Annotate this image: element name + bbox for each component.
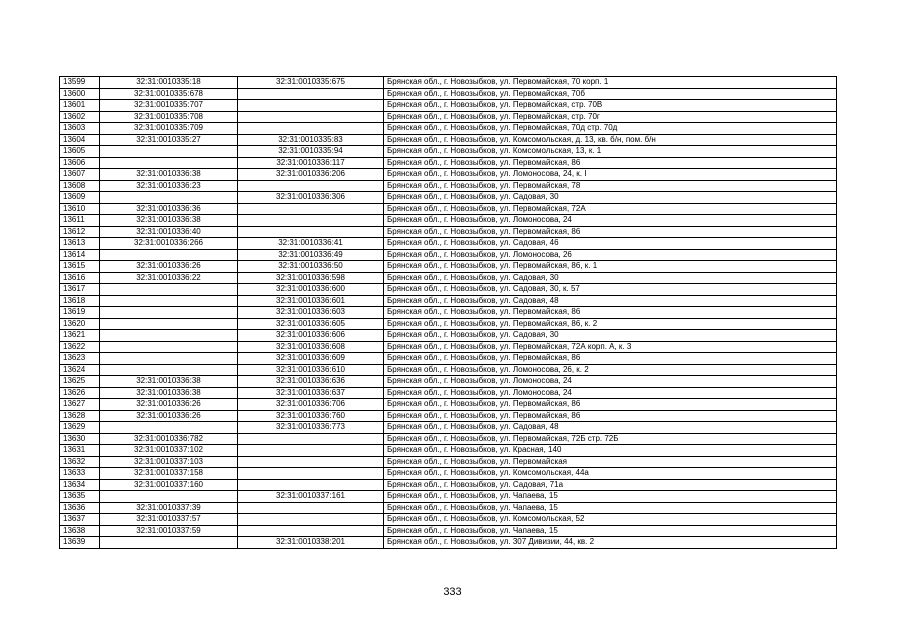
row-number-cell: 13604	[60, 134, 100, 146]
page-number: 333	[443, 586, 462, 598]
building-cadastral-number-cell: 32:31:0010336:760	[238, 410, 384, 422]
row-number-cell: 13632	[60, 456, 100, 468]
land-cadastral-number-cell	[100, 295, 238, 307]
address-cell: Брянская обл., г. Новозыбков, ул. Первомайская, 78	[384, 180, 837, 192]
building-cadastral-number-cell: 32:31:0010336:49	[238, 249, 384, 261]
building-cadastral-number-cell	[238, 111, 384, 123]
row-number-cell: 13630	[60, 433, 100, 445]
table-row	[60, 387, 837, 399]
table-row	[60, 203, 837, 215]
table-row	[60, 215, 837, 227]
registry-table-body	[60, 77, 837, 549]
land-cadastral-number-cell	[100, 146, 238, 158]
building-cadastral-number-cell: 32:31:0010336:603	[238, 307, 384, 319]
land-cadastral-number-cell	[100, 353, 238, 365]
row-number-cell: 13602	[60, 111, 100, 123]
land-cadastral-number-cell: 32:31:0010335:709	[100, 123, 238, 135]
row-number-cell: 13627	[60, 399, 100, 411]
address-cell: Брянская обл., г. Новозыбков, ул. Первомайская	[384, 456, 837, 468]
table-row	[60, 514, 837, 526]
table-row	[60, 100, 837, 112]
land-cadastral-number-cell	[100, 307, 238, 319]
row-number-cell: 13618	[60, 295, 100, 307]
address-cell: Брянская обл., г. Новозыбков, ул. Первомайская, 70д стр. 70д	[384, 123, 837, 135]
land-cadastral-number-cell	[100, 364, 238, 376]
table-row	[60, 341, 837, 353]
address-cell: Брянская обл., г. Новозыбков, ул. Ломоносова, 26, к. 2	[384, 364, 837, 376]
address-cell: Брянская обл., г. Новозыбков, ул. Ломоносова, 26	[384, 249, 837, 261]
row-number-cell: 13633	[60, 468, 100, 480]
land-cadastral-number-cell: 32:31:0010336:38	[100, 376, 238, 388]
table-row	[60, 491, 837, 503]
address-cell: Брянская обл., г. Новозыбков, ул. Комсомольская, д. 13, кв. б/н, пом. б/н	[384, 134, 837, 146]
table-row	[60, 525, 837, 537]
row-number-cell: 13637	[60, 514, 100, 526]
table-row	[60, 318, 837, 330]
address-cell: Брянская обл., г. Новозыбков, ул. Первомайская, 70 корп. 1	[384, 77, 837, 89]
row-number-cell: 13616	[60, 272, 100, 284]
land-cadastral-number-cell	[100, 318, 238, 330]
address-cell: Брянская обл., г. Новозыбков, ул. Ломоносова, 24	[384, 215, 837, 227]
address-cell: Брянская обл., г. Новозыбков, ул. Первомайская, стр. 70В	[384, 100, 837, 112]
address-cell: Брянская обл., г. Новозыбков, ул. Первомайская, стр. 70г	[384, 111, 837, 123]
land-cadastral-number-cell: 32:31:0010337:102	[100, 445, 238, 457]
table-row	[60, 180, 837, 192]
address-cell: Брянская обл., г. Новозыбков, ул. Первомайская, 86	[384, 307, 837, 319]
row-number-cell: 13599	[60, 77, 100, 89]
row-number-cell: 13609	[60, 192, 100, 204]
row-number-cell: 13608	[60, 180, 100, 192]
table-row	[60, 330, 837, 342]
building-cadastral-number-cell: 32:31:0010336:601	[238, 295, 384, 307]
row-number-cell: 13607	[60, 169, 100, 181]
address-cell: Брянская обл., г. Новозыбков, ул. Садовая, 48	[384, 295, 837, 307]
land-cadastral-number-cell	[100, 192, 238, 204]
row-number-cell: 13628	[60, 410, 100, 422]
address-cell: Брянская обл., г. Новозыбков, ул. Первомайская, 86	[384, 157, 837, 169]
table-row	[60, 284, 837, 296]
building-cadastral-number-cell: 32:31:0010335:83	[238, 134, 384, 146]
building-cadastral-number-cell: 32:31:0010335:94	[238, 146, 384, 158]
row-number-cell: 13629	[60, 422, 100, 434]
building-cadastral-number-cell: 32:31:0010336:206	[238, 169, 384, 181]
address-cell: Брянская обл., г. Новозыбков, ул. Садовая, 48	[384, 422, 837, 434]
address-cell: Брянская обл., г. Новозыбков, ул. Чапаева, 15	[384, 491, 837, 503]
address-cell: Брянская обл., г. Новозыбков, ул. Садовая, 30	[384, 192, 837, 204]
building-cadastral-number-cell: 32:31:0010335:675	[238, 77, 384, 89]
land-cadastral-number-cell: 32:31:0010336:26	[100, 399, 238, 411]
table-row	[60, 468, 837, 480]
land-cadastral-number-cell: 32:31:0010337:59	[100, 525, 238, 537]
land-cadastral-number-cell: 32:31:0010336:26	[100, 261, 238, 273]
building-cadastral-number-cell: 32:31:0010336:636	[238, 376, 384, 388]
row-number-cell: 13605	[60, 146, 100, 158]
row-number-cell: 13634	[60, 479, 100, 491]
row-number-cell: 13611	[60, 215, 100, 227]
address-cell: Брянская обл., г. Новозыбков, ул. Первомайская, 72А	[384, 203, 837, 215]
address-cell: Брянская обл., г. Новозыбков, ул. Садовая, 46	[384, 238, 837, 250]
row-number-cell: 13639	[60, 537, 100, 549]
row-number-cell: 13617	[60, 284, 100, 296]
building-cadastral-number-cell: 32:31:0010336:306	[238, 192, 384, 204]
land-cadastral-number-cell	[100, 537, 238, 549]
table-row	[60, 399, 837, 411]
table-row	[60, 88, 837, 100]
address-cell: Брянская обл., г. Новозыбков, ул. Садовая, 30	[384, 330, 837, 342]
building-cadastral-number-cell	[238, 100, 384, 112]
table-row	[60, 157, 837, 169]
building-cadastral-number-cell	[238, 468, 384, 480]
table-row	[60, 376, 837, 388]
land-cadastral-number-cell	[100, 284, 238, 296]
row-number-cell: 13625	[60, 376, 100, 388]
land-cadastral-number-cell: 32:31:0010335:27	[100, 134, 238, 146]
land-cadastral-number-cell	[100, 422, 238, 434]
row-number-cell: 13624	[60, 364, 100, 376]
building-cadastral-number-cell: 32:31:0010336:773	[238, 422, 384, 434]
land-cadastral-number-cell: 32:31:0010337:103	[100, 456, 238, 468]
building-cadastral-number-cell: 32:31:0010336:117	[238, 157, 384, 169]
land-cadastral-number-cell: 32:31:0010335:18	[100, 77, 238, 89]
address-cell: Брянская обл., г. Новозыбков, ул. Ломоносова, 24	[384, 376, 837, 388]
table-row	[60, 307, 837, 319]
address-cell: Брянская обл., г. Новозыбков, ул. Комсомольская, 44а	[384, 468, 837, 480]
land-cadastral-number-cell	[100, 157, 238, 169]
row-number-cell: 13622	[60, 341, 100, 353]
row-number-cell: 13614	[60, 249, 100, 261]
address-cell: Брянская обл., г. Новозыбков, ул. Первомайская, 86	[384, 353, 837, 365]
building-cadastral-number-cell	[238, 226, 384, 238]
table-row	[60, 134, 837, 146]
land-cadastral-number-cell: 32:31:0010337:39	[100, 502, 238, 514]
address-cell: Брянская обл., г. Новозыбков, ул. Садовая, 30	[384, 272, 837, 284]
row-number-cell: 13638	[60, 525, 100, 537]
building-cadastral-number-cell: 32:31:0010336:637	[238, 387, 384, 399]
address-cell: Брянская обл., г. Новозыбков, ул. Первомайская, 86	[384, 410, 837, 422]
address-cell: Брянская обл., г. Новозыбков, ул. Первомайская, 86, к. 1	[384, 261, 837, 273]
land-cadastral-number-cell: 32:31:0010336:40	[100, 226, 238, 238]
building-cadastral-number-cell	[238, 479, 384, 491]
row-number-cell: 13636	[60, 502, 100, 514]
building-cadastral-number-cell	[238, 180, 384, 192]
land-cadastral-number-cell: 32:31:0010336:38	[100, 215, 238, 227]
row-number-cell: 13613	[60, 238, 100, 250]
land-cadastral-number-cell: 32:31:0010335:708	[100, 111, 238, 123]
building-cadastral-number-cell	[238, 215, 384, 227]
land-cadastral-number-cell: 32:31:0010335:678	[100, 88, 238, 100]
table-row	[60, 353, 837, 365]
row-number-cell: 13612	[60, 226, 100, 238]
building-cadastral-number-cell: 32:31:0010336:608	[238, 341, 384, 353]
table-row	[60, 226, 837, 238]
row-number-cell: 13623	[60, 353, 100, 365]
land-cadastral-number-cell: 32:31:0010336:266	[100, 238, 238, 250]
building-cadastral-number-cell: 32:31:0010336:50	[238, 261, 384, 273]
address-cell: Брянская обл., г. Новозыбков, ул. Первомайская, 72А корп. А, к. 3	[384, 341, 837, 353]
building-cadastral-number-cell: 32:31:0010336:610	[238, 364, 384, 376]
land-cadastral-number-cell: 32:31:0010336:38	[100, 169, 238, 181]
land-cadastral-number-cell: 32:31:0010336:38	[100, 387, 238, 399]
building-cadastral-number-cell: 32:31:0010336:706	[238, 399, 384, 411]
land-cadastral-number-cell: 32:31:0010336:23	[100, 180, 238, 192]
building-cadastral-number-cell: 32:31:0010336:605	[238, 318, 384, 330]
address-cell: Брянская обл., г. Новозыбков, ул. Чапаева, 15	[384, 525, 837, 537]
table-row	[60, 445, 837, 457]
address-cell: Брянская обл., г. Новозыбков, ул. Первомайская, 86	[384, 226, 837, 238]
table-row	[60, 146, 837, 158]
land-cadastral-number-cell	[100, 491, 238, 503]
land-cadastral-number-cell: 32:31:0010336:26	[100, 410, 238, 422]
building-cadastral-number-cell: 32:31:0010336:606	[238, 330, 384, 342]
table-row	[60, 479, 837, 491]
building-cadastral-number-cell	[238, 514, 384, 526]
land-cadastral-number-cell	[100, 330, 238, 342]
address-cell: Брянская обл., г. Новозыбков, ул. Красная, 140	[384, 445, 837, 457]
address-cell: Брянская обл., г. Новозыбков, ул. Первомайская, 70б	[384, 88, 837, 100]
address-cell: Брянская обл., г. Новозыбков, ул. Комсомольская, 13, к. 1	[384, 146, 837, 158]
address-cell: Брянская обл., г. Новозыбков, ул. Ломоносова, 24, к. I	[384, 169, 837, 181]
row-number-cell: 13606	[60, 157, 100, 169]
registry-table	[59, 76, 837, 549]
row-number-cell: 13615	[60, 261, 100, 273]
table-row	[60, 192, 837, 204]
row-number-cell: 13603	[60, 123, 100, 135]
building-cadastral-number-cell: 32:31:0010336:598	[238, 272, 384, 284]
row-number-cell: 13635	[60, 491, 100, 503]
table-row	[60, 433, 837, 445]
address-cell: Брянская обл., г. Новозыбков, ул. 307 Дивизии, 44, кв. 2	[384, 537, 837, 549]
table-row	[60, 295, 837, 307]
land-cadastral-number-cell: 32:31:0010337:57	[100, 514, 238, 526]
row-number-cell: 13626	[60, 387, 100, 399]
table-row	[60, 169, 837, 181]
land-cadastral-number-cell: 32:31:0010335:707	[100, 100, 238, 112]
row-number-cell: 13620	[60, 318, 100, 330]
address-cell: Брянская обл., г. Новозыбков, ул. Комсомольская, 52	[384, 514, 837, 526]
building-cadastral-number-cell	[238, 433, 384, 445]
building-cadastral-number-cell	[238, 123, 384, 135]
table-row	[60, 364, 837, 376]
land-cadastral-number-cell	[100, 341, 238, 353]
row-number-cell: 13621	[60, 330, 100, 342]
row-number-cell: 13631	[60, 445, 100, 457]
table-row	[60, 123, 837, 135]
row-number-cell: 13610	[60, 203, 100, 215]
address-cell: Брянская обл., г. Новозыбков, ул. Первомайская, 86	[384, 399, 837, 411]
building-cadastral-number-cell: 32:31:0010337:161	[238, 491, 384, 503]
table-row	[60, 111, 837, 123]
building-cadastral-number-cell: 32:31:0010338:201	[238, 537, 384, 549]
table-row	[60, 502, 837, 514]
table-row	[60, 77, 837, 89]
table-row	[60, 272, 837, 284]
table-row	[60, 410, 837, 422]
building-cadastral-number-cell	[238, 203, 384, 215]
table-row	[60, 261, 837, 273]
land-cadastral-number-cell: 32:31:0010337:160	[100, 479, 238, 491]
row-number-cell: 13619	[60, 307, 100, 319]
building-cadastral-number-cell	[238, 445, 384, 457]
address-cell: Брянская обл., г. Новозыбков, ул. Чапаева, 15	[384, 502, 837, 514]
building-cadastral-number-cell	[238, 525, 384, 537]
building-cadastral-number-cell	[238, 88, 384, 100]
land-cadastral-number-cell: 32:31:0010336:22	[100, 272, 238, 284]
row-number-cell: 13600	[60, 88, 100, 100]
address-cell: Брянская обл., г. Новозыбков, ул. Первомайская, 86, к. 2	[384, 318, 837, 330]
table-row	[60, 537, 837, 549]
land-cadastral-number-cell: 32:31:0010337:158	[100, 468, 238, 480]
land-cadastral-number-cell	[100, 249, 238, 261]
land-cadastral-number-cell: 32:31:0010336:782	[100, 433, 238, 445]
address-cell: Брянская обл., г. Новозыбков, ул. Первомайская, 72Б стр. 72Б	[384, 433, 837, 445]
address-cell: Брянская обл., г. Новозыбков, ул. Садовая, 71а	[384, 479, 837, 491]
building-cadastral-number-cell	[238, 456, 384, 468]
table-row	[60, 238, 837, 250]
table-row	[60, 456, 837, 468]
table-row	[60, 422, 837, 434]
building-cadastral-number-cell: 32:31:0010336:41	[238, 238, 384, 250]
building-cadastral-number-cell: 32:31:0010336:609	[238, 353, 384, 365]
address-cell: Брянская обл., г. Новозыбков, ул. Ломоносова, 24	[384, 387, 837, 399]
building-cadastral-number-cell	[238, 502, 384, 514]
land-cadastral-number-cell: 32:31:0010336:36	[100, 203, 238, 215]
table-row	[60, 249, 837, 261]
building-cadastral-number-cell: 32:31:0010336:600	[238, 284, 384, 296]
address-cell: Брянская обл., г. Новозыбков, ул. Садовая, 30, к. 57	[384, 284, 837, 296]
row-number-cell: 13601	[60, 100, 100, 112]
